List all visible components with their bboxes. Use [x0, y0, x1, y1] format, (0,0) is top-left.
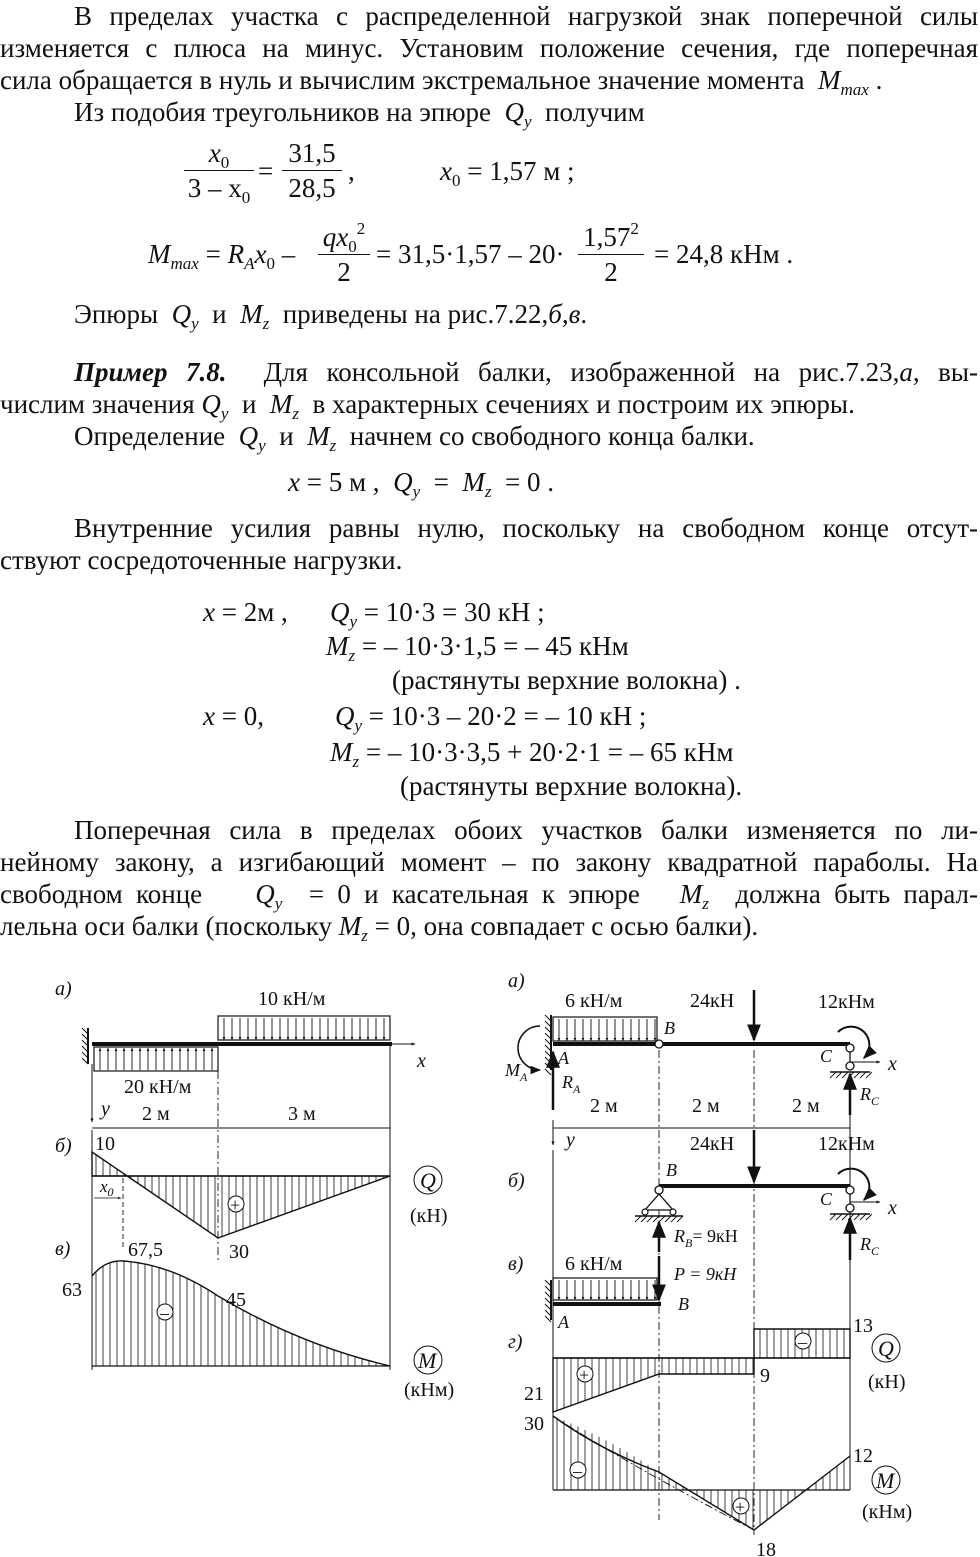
right-label-g: г)	[508, 1331, 523, 1353]
case-2-note: (растянуты верхние волокна).	[400, 771, 743, 801]
right-pt-B-2: B	[666, 1160, 677, 1180]
left-q-unit: (кН)	[410, 1205, 448, 1227]
left-x0-label: $x_0$	[100, 1177, 114, 1199]
right-y-label: y	[566, 1129, 575, 1151]
right-support-C-bottom	[846, 1062, 854, 1070]
right-label-a: а)	[508, 970, 525, 992]
right-m-hatch	[557, 1418, 844, 1530]
left-label-v: в)	[55, 1238, 71, 1260]
right-pt-A: A	[558, 1048, 569, 1068]
eq1-fraction-right: 31,5 28,5	[282, 138, 342, 203]
right-MA-label: $M_A$	[505, 1060, 528, 1084]
right-q-minus: –	[798, 1332, 807, 1352]
hatch-line	[659, 1216, 665, 1222]
left-span-1: 2 м	[142, 1103, 170, 1125]
left-load-bottom-arrows	[100, 1048, 212, 1070]
left-m-value-67-5: 67,5	[128, 1239, 163, 1261]
left-m-value-45: 45	[226, 1289, 246, 1311]
right-q-21: 21	[524, 1383, 544, 1405]
right-RC-label: $R_C$	[860, 1084, 880, 1108]
para-1-line-2: изменяется с плюса на минус. Установим положение сечения, где поперечная	[0, 33, 978, 63]
left-x-label: x	[417, 1050, 426, 1072]
hatch-line	[830, 1072, 836, 1078]
right-m-plus: +	[735, 1497, 746, 1517]
right-m-18: 18	[756, 1539, 776, 1557]
right-pt-B-3: B	[678, 1294, 689, 1314]
right-RB-label: $R_B= 9кН$	[674, 1226, 738, 1250]
right-q-9: 9	[760, 1365, 770, 1387]
right-span-1: 2 м	[590, 1095, 618, 1117]
right-pt-A-2: A	[558, 1312, 569, 1332]
right-m-unit: (кНм)	[862, 1501, 913, 1523]
para-5-line-1: Внутренние усилия равны нулю, поскольку на свободном конце отсут-	[74, 513, 978, 543]
right-m-minus: –	[573, 1461, 582, 1481]
right-RA-label: $R_A$	[562, 1072, 581, 1096]
figures	[0, 960, 980, 1557]
eq3: x = 5 м , $Q_y = M_z = 0$ .	[288, 467, 554, 501]
left-load-top-arrows	[224, 1018, 384, 1040]
right-q-symbol: Q	[878, 1336, 894, 1361]
left-figure	[55, 978, 454, 1401]
right-moment-label: 12кНм	[818, 991, 875, 1013]
right-support-B-pin	[655, 1186, 663, 1194]
eq1-comma: ,	[348, 156, 355, 186]
para-6-line-3: свободном конце $Q_y = 0$ и касательная к эпюре $M_z$ должна быть парал-	[0, 879, 979, 913]
right-support-C2-bottom	[846, 1204, 854, 1212]
right-load-label-2: 6 кН/м	[565, 1253, 623, 1275]
right-moment-label-2: 12кНм	[818, 1133, 875, 1155]
para-3: Эпюры $Q_y$ и $M_z$ приведены на рис.7.22,б,в.	[74, 299, 588, 333]
right-force-label: 24кН	[690, 990, 735, 1012]
example-line-1: Пример 7.8. Для консольной балки, изображенной на рис.7.23,а, вы-	[74, 357, 979, 387]
right-load-arrows	[559, 1019, 655, 1041]
eq2-middle: = 31,5·1,57 – 20·	[376, 239, 565, 269]
para-4: Определение $Q_y$ и $M_z$ начнем со свободного конца балки.	[74, 421, 755, 455]
right-q-13: 13	[853, 1315, 873, 1337]
eq2-fraction-2: 1,57$^2$ 2	[578, 222, 644, 287]
left-q-plus-sign: +	[230, 1195, 241, 1215]
hatch-line	[647, 1216, 653, 1222]
right-m-12: 12	[853, 1445, 873, 1467]
hatch-line	[860, 1214, 866, 1220]
right-q-plus: +	[579, 1365, 590, 1385]
hatch-line	[830, 1214, 836, 1220]
case-2-x: x = 0,	[203, 701, 264, 731]
hatch-line	[866, 1072, 872, 1078]
right-pt-C: C	[820, 1046, 833, 1066]
eq1-result: $x_0 = 1,57$ м ;	[440, 156, 575, 190]
right-m-symbol: M	[876, 1468, 895, 1493]
right-RC-label-2: $R_C$	[860, 1234, 880, 1258]
right-m-30: 30	[524, 1413, 544, 1435]
right-force-label-2: 24кН	[690, 1133, 735, 1155]
case-1-q: $Q_y = 10\cdot 3 = 30$ кН ;	[330, 597, 545, 631]
para-5-line-2: ствуют сосредоточенные нагрузки.	[0, 545, 403, 575]
right-load-box-2	[553, 1278, 657, 1300]
right-support-C2-top	[846, 1186, 854, 1194]
right-load-arrows-2	[559, 1280, 655, 1300]
hatch-line	[653, 1216, 659, 1222]
left-q-outline	[92, 1152, 390, 1238]
eq1-equals: =	[258, 156, 274, 186]
hatch-line	[671, 1216, 677, 1222]
case-1-m: $M_z$ = – 10·3·1,5 = – 45 кНм	[326, 631, 629, 665]
right-figure	[504, 970, 912, 1557]
right-m-outline	[553, 1416, 850, 1530]
para-1-line-3: сила обращается в нуль и вычислим экстремальное значение момента $M_{max}$ .	[0, 65, 883, 99]
right-support-C-top	[846, 1044, 854, 1052]
hatch-line	[665, 1216, 671, 1222]
right-moment-MA	[518, 1026, 540, 1070]
left-label-a: а)	[55, 978, 72, 1000]
right-support-B-roller-1	[642, 1209, 648, 1215]
hatch-line	[860, 1072, 866, 1078]
hatch-line	[866, 1214, 872, 1220]
left-m-hatch	[96, 1261, 383, 1366]
para-6-line-1: Поперечная сила в пределах обоих участков балки изменяется по ли-	[74, 815, 978, 845]
left-m-minus-sign: –	[160, 1303, 169, 1323]
right-pt-C-2: C	[820, 1189, 833, 1209]
right-support-B-roller-2	[670, 1209, 676, 1215]
right-span-3: 2 м	[792, 1095, 820, 1117]
para-1-line-1: В пределах участка с распределенной нагрузкой знак поперечной силы	[74, 1, 978, 31]
left-span-2: 3 м	[288, 1103, 316, 1125]
hatch-line	[854, 1214, 860, 1220]
left-m-value-63: 63	[62, 1279, 82, 1301]
left-q-value-30: 30	[229, 1241, 249, 1263]
right-P-label: P = 9кН	[674, 1264, 737, 1284]
right-load-label: 6 кН/м	[565, 990, 623, 1012]
hatch-line	[836, 1072, 842, 1078]
hatch-line	[854, 1072, 860, 1078]
right-support-B-triangle	[645, 1194, 673, 1210]
hatch-line	[842, 1072, 848, 1078]
right-span-2: 2 м	[692, 1095, 720, 1117]
para-2: Из подобия треугольников на эпюре $Q_y$ получим	[74, 97, 645, 131]
example-line-2: числим значения $Q_y$ и $M_z$ в характерных сечениях и построим их эпюры.	[0, 389, 855, 423]
right-q-unit: (кН)	[868, 1371, 906, 1393]
right-pt-B: B	[664, 1018, 675, 1038]
right-x-label: x	[888, 1053, 897, 1075]
left-m-unit: (кНм)	[404, 1379, 455, 1401]
hatch-line	[641, 1216, 647, 1222]
left-m-curve	[92, 1261, 390, 1366]
right-label-b: б)	[508, 1170, 525, 1192]
right-x-label-2: x	[888, 1197, 897, 1219]
hatch-line	[836, 1214, 842, 1220]
para-6-line-2: нейному закону, а изгибающий момент – по закону квадратной параболы. На	[0, 847, 978, 877]
left-m-symbol: M	[418, 1348, 437, 1373]
hatch-line	[677, 1216, 683, 1222]
left-y-label: y	[101, 1098, 110, 1120]
right-load-box	[553, 1017, 657, 1041]
left-q-value-10: 10	[95, 1133, 115, 1155]
left-label-b: б)	[55, 1135, 72, 1157]
case-2-q: $Q_y = 10\cdot 3 - 20\cdot 2$ = – 10 кН ;	[335, 701, 647, 735]
eq1-fraction-left: $x_0$ $3 - x_0$	[184, 138, 254, 203]
para-6-line-4: лельна оси балки (поскольку $M_z = 0$, она совпадает с осью балки).	[0, 911, 759, 945]
case-1-x: x = 2м ,	[203, 597, 288, 627]
hatch-line	[635, 1216, 641, 1222]
eq2-fraction-1: $qx_0^2$ 2	[318, 222, 370, 287]
left-load-bottom-label: 20 кН/м	[124, 1076, 192, 1098]
hatch-line	[842, 1214, 848, 1220]
case-1-note: (растянуты верхние волокна) .	[392, 665, 741, 695]
right-label-v: в)	[508, 1253, 524, 1275]
case-2-m: $M_z$ = – 10·3·3,5 + 20·2·1 = – 65 кНм	[330, 737, 734, 771]
eq2-result: = 24,8 кНм .	[654, 239, 794, 269]
left-load-top-label: 10 кН/м	[258, 988, 326, 1010]
eq2-lhs: $M_{max} = R_Ax_0$ –	[148, 239, 296, 273]
left-q-symbol: Q	[420, 1168, 436, 1193]
